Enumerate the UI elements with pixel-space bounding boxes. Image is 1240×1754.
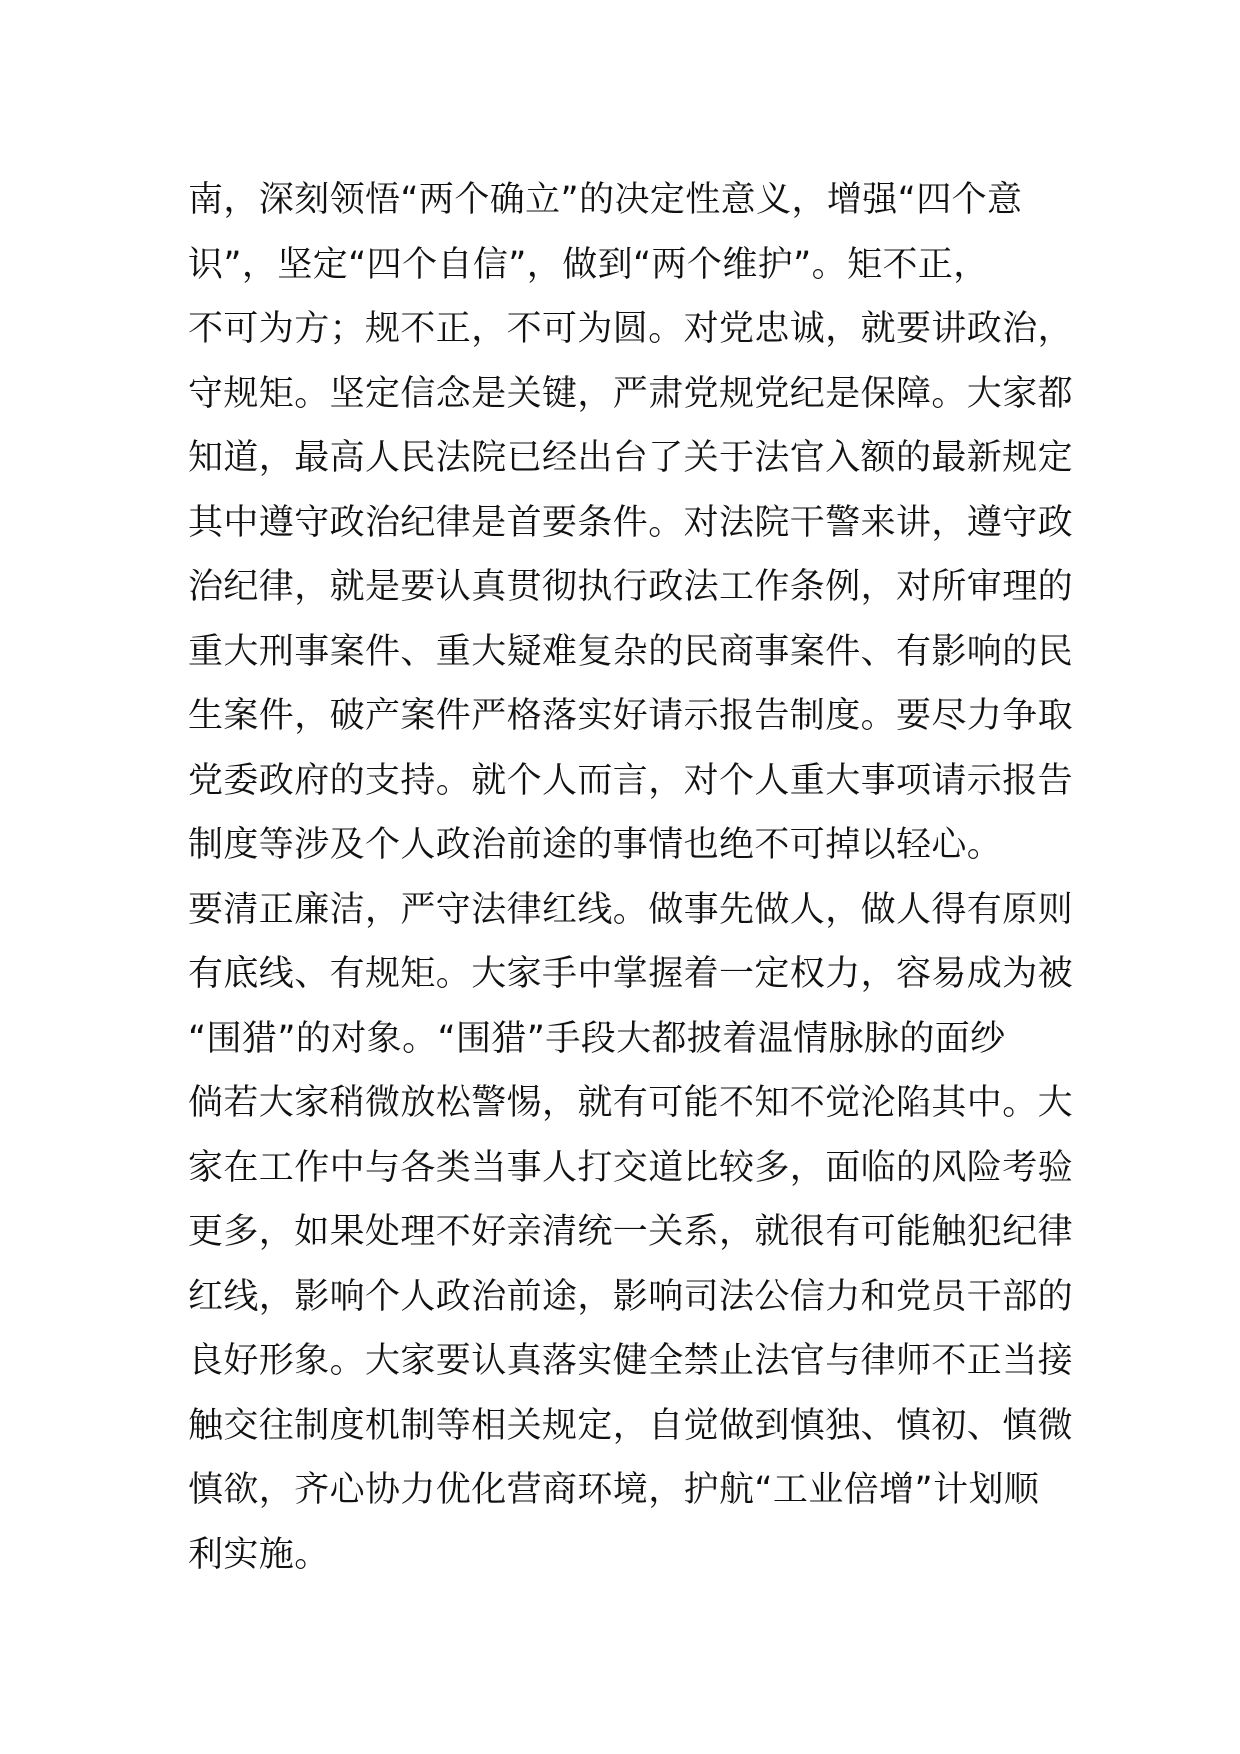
text-line: 其中遵守政治纪律是首要条件。对法院干警来讲，遵守政 [188, 502, 1074, 543]
text-line: 良好形象。大家要认真落实健全禁止法官与律师不正当接 [188, 1341, 1074, 1381]
text-line: 重大刑事案件、重大疑难复杂的民商事案件、有影响的民 [188, 631, 1074, 672]
text-line: 触交往制度机制等相关规定，自觉做到慎独、慎初、慎微 [188, 1405, 1074, 1446]
text-line: 识”，坚定“四个自信”，做到“两个维护”。矩不正， [188, 244, 989, 285]
text-line: 不可为方；规不正，不可为圆。对党忠诚，就要讲政治， [188, 309, 1074, 349]
text-line: 党委政府的支持。就个人而言，对个人重大事项请示报告 [188, 760, 1074, 801]
text-line: 红线，影响个人政治前途，影响司法公信力和党员干部的 [188, 1276, 1074, 1317]
text-line: 利实施。 [188, 1534, 330, 1575]
text-line: “围猎”的对象。“围猎”手段大都披着温情脉脉的面纱 [188, 1018, 1006, 1059]
text-line: 南，深刻领悟“两个确立”的决定性意义，增强“四个意 [188, 180, 1023, 220]
text-line: 要清正廉洁，严守法律红线。做事先做人，做人得有原则 [188, 889, 1074, 930]
text-line: 制度等涉及个人政治前途的事情也绝不可掉以轻心。 [188, 825, 1003, 865]
text-line: 更多，如果处理不好亲清统一关系，就很有可能触犯纪律 [188, 1212, 1074, 1252]
text-line: 慎欲，齐心协力优化营商环境，护航“工业倍增”计划顺 [188, 1470, 1040, 1510]
body-text [188, 168, 1074, 1587]
text-line: 守规矩。坚定信念是关键，严肃党规党纪是保障。大家都 [188, 373, 1074, 414]
text-line: 治纪律，就是要认真贯彻执行政法工作条例，对所审理的 [188, 567, 1074, 607]
text-line: 有底线、有规矩。大家手中掌握着一定权力，容易成为被 [188, 954, 1074, 994]
text-line: 倘若大家稍微放松警惕，就有可能不知不觉沦陷其中。大 [188, 1083, 1074, 1123]
text-line: 知道，最高人民法院已经出台了关于法官入额的最新规定 [188, 438, 1074, 478]
text-line: 家在工作中与各类当事人打交道比较多，面临的风险考验 [188, 1147, 1074, 1188]
text-line: 生案件，破产案件严格落实好请示报告制度。要尽力争取 [188, 696, 1074, 736]
